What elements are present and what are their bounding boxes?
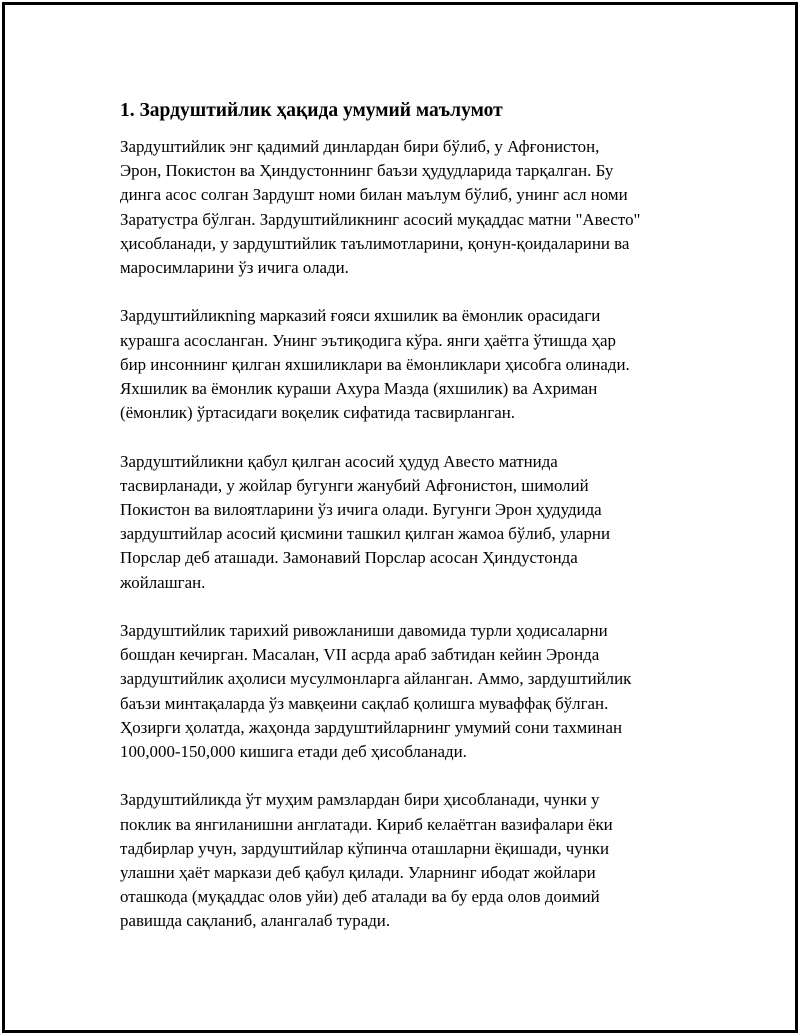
paragraph-1: Зардуштийлик энг қадимий динлардан бири бўлиб, у Афғонистон, Эрон, Покистон ва Ҳиндустоннинг баъзи ҳудудларида тарқалган. Бу динга асос солган Зардушт номи билан маълум бўлиб, унинг асл номи Заратустра бўлган. Зардуштийликнинг асосий муқаддас матни "Авесто" ҳисобланади, у зардуштийлик таълимотларини, қонун-қоидаларини ва маросимларини ўз ичига олади. — [120, 137, 641, 278]
paragraph-5: Зардуштийликда ўт муҳим рамзлардан бири ҳисобланади, чунки у поклик ва янгиланишни англатади. Кириб келаётган вазифалари ёки тадбирлар учун, зардуштийлар кўпинча оташларни ёқишади, чунки улашни ҳаёт маркази деб қабул қилади. Уларнинг ибодат жойлари оташкода (муқаддас олов уйи) деб аталади ва бу ерда олов доимий равишда сақланиб, алангалаб туради. — [120, 790, 613, 931]
paragraph-3: Зардуштийликни қабул қилган асосий ҳудуд Авесто матнида тасвирланади, у жойлар бугунги жанубий Афғонистон, шимолий Покистон ва вилоятларини ўз ичига олади. Бугунги Эрон ҳудудида зардуштийлар асосий қисмини ташкил қилган жамоа бўлиб, уларни Порслар деб аташади. Замонавий Порслар асосан Ҳиндустонда жойлашган. — [120, 451, 610, 592]
paragraph-2: Зардуштийликning марказий ғояси яхшилик ва ёмонлик орасидаги курашга асосланган. Унинг эътиқодига кўра. янги ҳаётга ўтишда ҳар бир инсоннинг қилган яхшиликлари ва ёмонликлари ҳисобга олинади. Яхшилик ва ёмонлик кураши Ахура Мазда (яхшилик) ва Ахриман (ёмонлик) ўртасидаги воқелик сифатида тасвирланган. — [120, 306, 630, 423]
section-heading: 1. Зардуштийлик ҳақида умумий маълумот — [120, 100, 503, 121]
page-frame — [2, 2, 798, 1033]
document-body — [120, 99, 700, 958]
paragraph-4: Зардуштийлик тарихий ривожланиши давомида турли ҳодисаларни бошдан кечирган. Масалан, VII асрда араб забтидан кейин Эронда зардуштийлик аҳолиси мусулмонларга айланган. Аммо, зардуштийлик баъзи минтақаларда ўз мавқеини сақлаб қолишга муваффақ бўлган. Ҳозирги ҳолатда, жаҳонда зардуштийларнинг умумий сони тахминан 100,000-150,000 кишига етади деб ҳисобланади. — [120, 621, 632, 762]
